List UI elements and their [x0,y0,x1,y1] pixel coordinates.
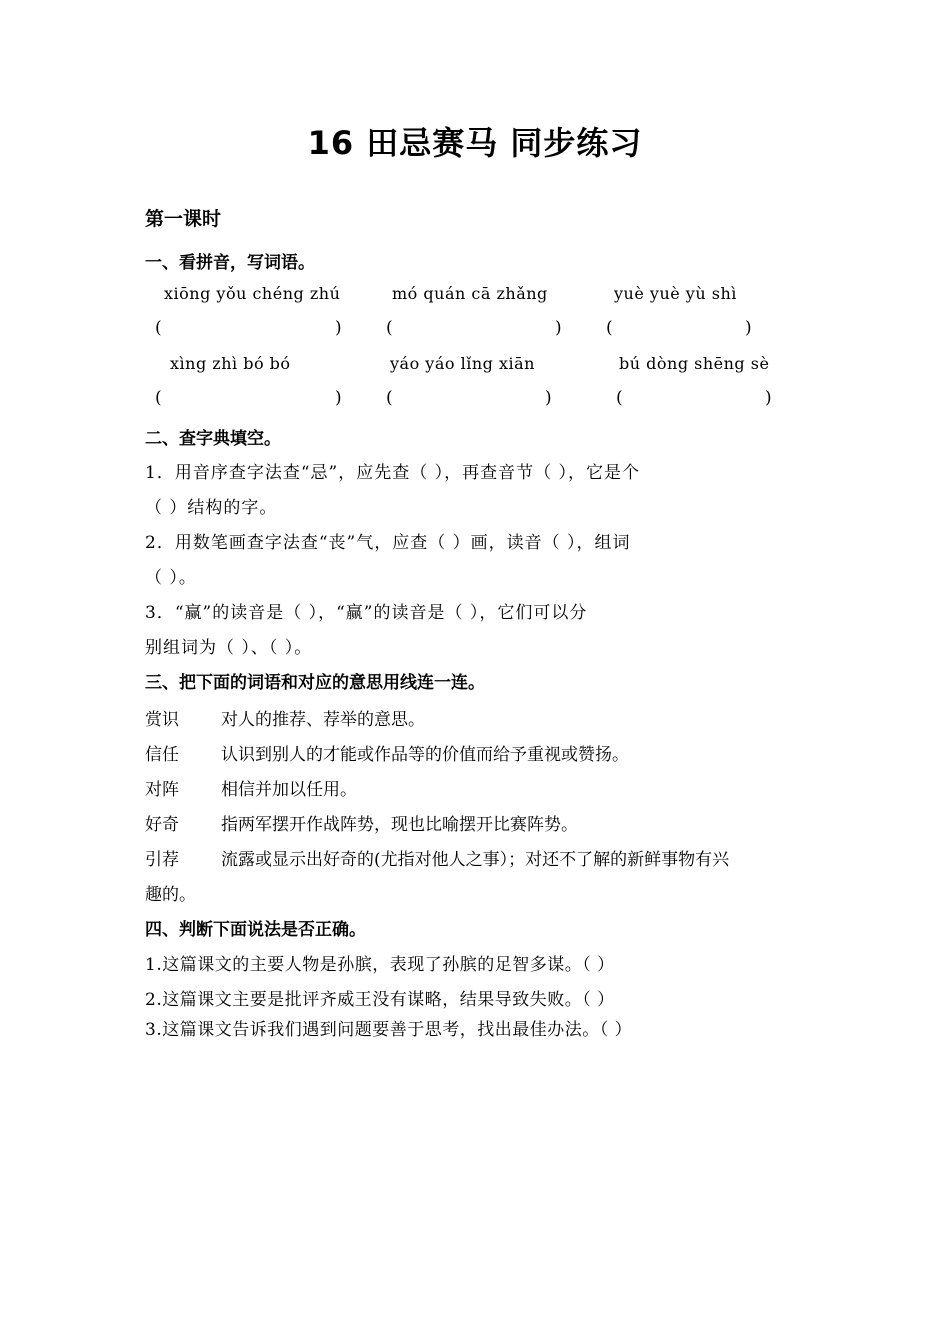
meaning-5: 流露或显示出好奇的(尤指对他人之事）；对还不了解的新鲜事物有兴 [221,850,730,870]
pinyin-1: xiōng yǒu chéng zhú [164,284,341,303]
section-4-heading: 四、判断下面说法是否正确。 [145,920,366,940]
word-2: 信任 [145,745,179,765]
q2-line-2: （ ）。 [145,568,197,588]
meaning-5-continued: 趣的。 [145,885,196,905]
section-1-heading: 一、看拼音，写词语。 [145,253,315,273]
section-3-heading: 三、把下面的词语和对应的意思用线连一连。 [145,673,485,693]
word-5: 引荐 [145,850,179,870]
pinyin-6: bú dòng shēng sè [619,354,770,373]
q3-line-1: 3．“赢”的读音是（ ），“赢”的读音是（ ），它们可以分 [145,603,588,623]
page-title: 16 田忌赛马 同步练习 [307,124,643,162]
answer-box-6-open: ( [616,388,623,408]
judge-item-2: 2.这篇课文主要是批评齐威王没有谋略，结果导致失败。（ ） [145,990,615,1010]
lesson-label: 第一课时 [145,208,222,230]
q2-line-1: 2．用数笔画查字法查“丧”气，应查（ ）画，读音（ ），组词 [145,533,631,553]
meaning-1: 对人的推荐、荐举的意思。 [221,710,425,730]
answer-box-6-close: ) [765,388,772,408]
answer-box-5-close: ) [545,388,552,408]
meaning-2: 认识到别人的才能或作品等的价值而给予重视或赞扬。 [221,745,629,765]
judge-item-1: 1.这篇课文的主要人物是孙膑，表现了孙膑的足智多谋。（ ） [145,955,615,975]
answer-box-5-open: ( [386,388,393,408]
answer-box-2-open: ( [386,318,393,338]
pinyin-4: xìng zhì bó bó [170,354,291,373]
answer-box-3-open: ( [606,318,613,338]
q1-line-1: 1．用音序查字法查“忌”，应先查（ ），再查音节（ ），它是个 [145,463,641,483]
judge-item-3: 3.这篇课文告诉我们遇到问题要善于思考，找出最佳办法。（ ） [145,1020,633,1040]
meaning-3: 相信并加以任用。 [221,780,357,800]
pinyin-3: yuè yuè yù shì [614,284,737,303]
answer-box-1-close: ) [335,318,342,338]
q3-line-2: 别组词为（ ）、（ ）。 [145,638,313,658]
word-3: 对阵 [145,780,179,800]
pinyin-5: yáo yáo lǐng xiān [390,354,535,373]
answer-box-4-open: ( [155,388,162,408]
word-1: 赏识 [145,710,179,730]
answer-box-2-close: ) [555,318,562,338]
pinyin-2: mó quán cā zhǎng [392,284,548,303]
q1-line-2: （ ）结构的字。 [145,498,278,518]
meaning-4: 指两军摆开作战阵势，现也比喻摆开比赛阵势。 [221,815,578,835]
answer-box-1-open: ( [155,318,162,338]
answer-box-4-close: ) [335,388,342,408]
section-2-heading: 二、查字典填空。 [145,429,281,449]
word-4: 好奇 [145,815,179,835]
answer-box-3-close: ) [745,318,752,338]
